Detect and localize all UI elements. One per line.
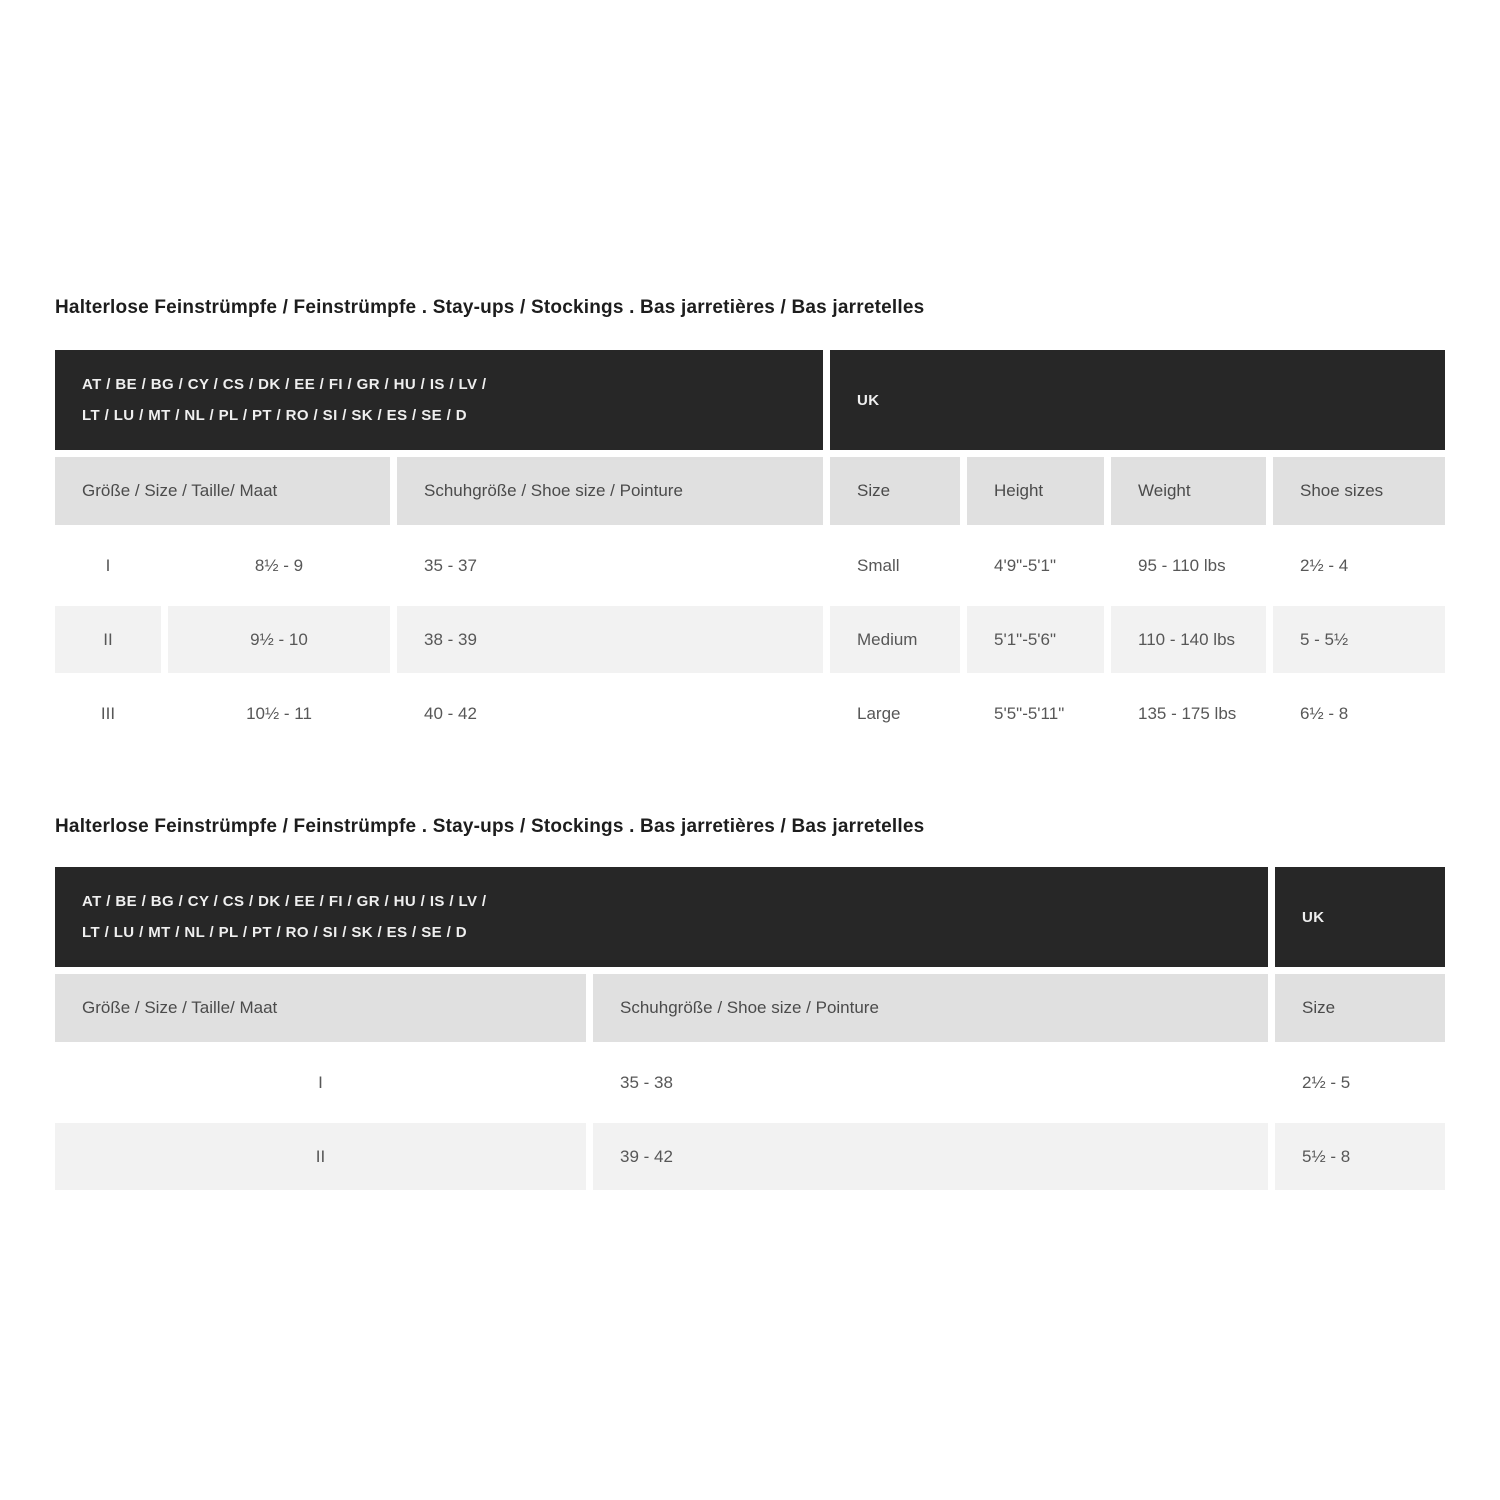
uk-shoesizes-cell: 2½ - 5 xyxy=(1302,1072,1351,1092)
uk-height-cell: 5'5"-5'11" xyxy=(994,703,1065,723)
eu-shoesize-cell: 40 - 42 xyxy=(424,703,477,723)
uk-header-cell: UK xyxy=(830,350,1445,450)
eu-countries-lines xyxy=(82,369,486,431)
section2-title: Halterlose Feinstrümpfe / Feinstrümpfe . Stay-ups / Stockings . Bas jarretières / Bas jarretelles xyxy=(55,816,925,837)
eu-countries-header-cell xyxy=(55,350,823,450)
uk-weight-cell: 135 - 175 lbs xyxy=(1138,703,1237,723)
size-cell: II xyxy=(55,606,161,673)
eu-countries-line2: LT / LU / MT / NL / PL / PT / RO / SI / SK / ES / SE / D xyxy=(82,407,467,424)
eu-shoesize-cell: 35 - 38 xyxy=(620,1072,673,1092)
col-header-shoesize-multilang: Schuhgröße / Shoe size / Pointure xyxy=(397,457,823,525)
col-header-uk-weight: Weight xyxy=(1111,457,1266,525)
eu-countries-lines xyxy=(82,886,486,948)
section1-title: Halterlose Feinstrümpfe / Feinstrümpfe . Stay-ups / Stockings . Bas jarretières / Bas jarretelles xyxy=(55,297,925,318)
col-header-size-multilang: Größe / Size / Taille/ Maat xyxy=(55,457,390,525)
uk-height-cell: 5'1"-5'6" xyxy=(967,606,1104,673)
uk-weight-cell: 110 - 140 lbs xyxy=(1111,606,1266,673)
eu-size-cell: 9½ - 10 xyxy=(168,606,390,673)
size-cell: III xyxy=(100,703,116,723)
uk-header-cell: UK xyxy=(1275,867,1445,967)
uk-shoesizes-cell: 5 - 5½ xyxy=(1273,606,1445,673)
size-chart-page xyxy=(55,0,1445,1190)
col-header-uk-height: Height xyxy=(967,457,1104,525)
col-header-uk-size: Size xyxy=(830,457,960,525)
eu-shoesize-cell: 39 - 42 xyxy=(593,1123,1268,1190)
col-header-size-multilang: Größe / Size / Taille/ Maat xyxy=(55,974,586,1042)
uk-shoesizes-cell: 6½ - 8 xyxy=(1300,703,1349,723)
size-table-2 xyxy=(55,867,1445,1190)
eu-size-cell: 10½ - 11 xyxy=(246,703,312,723)
eu-countries-line2: LT / LU / MT / NL / PL / PT / RO / SI / SK / ES / SE / D xyxy=(82,924,467,941)
uk-shoesizes-cell: 5½ - 8 xyxy=(1275,1123,1445,1190)
uk-size-cell: Large xyxy=(857,703,901,723)
eu-size-cell: 8½ - 9 xyxy=(254,555,304,575)
eu-countries-line1: AT / BE / BG / CY / CS / DK / EE / FI / GR / HU / IS / LV / xyxy=(82,893,487,910)
eu-shoesize-cell: 35 - 37 xyxy=(424,555,477,575)
uk-size-cell: Medium xyxy=(830,606,960,673)
col-header-uk-size: Size xyxy=(1275,974,1445,1042)
col-header-shoesize-multilang: Schuhgröße / Shoe size / Pointure xyxy=(593,974,1268,1042)
uk-weight-cell: 95 - 110 lbs xyxy=(1138,555,1226,575)
size-table-1 xyxy=(55,350,1445,747)
size-cell: I xyxy=(105,555,111,575)
size-cell: II xyxy=(55,1123,586,1190)
eu-shoesize-cell: 38 - 39 xyxy=(397,606,823,673)
eu-countries-line1: AT / BE / BG / CY / CS / DK / EE / FI / GR / HU / IS / LV / xyxy=(82,376,487,393)
uk-shoesizes-cell: 2½ - 4 xyxy=(1300,555,1349,575)
eu-countries-header-cell xyxy=(55,867,1268,967)
size-cell: I xyxy=(318,1072,323,1092)
uk-height-cell: 4'9"-5'1" xyxy=(994,555,1057,575)
col-header-uk-shoesizes: Shoe sizes xyxy=(1273,457,1445,525)
uk-size-cell: Small xyxy=(857,555,900,575)
